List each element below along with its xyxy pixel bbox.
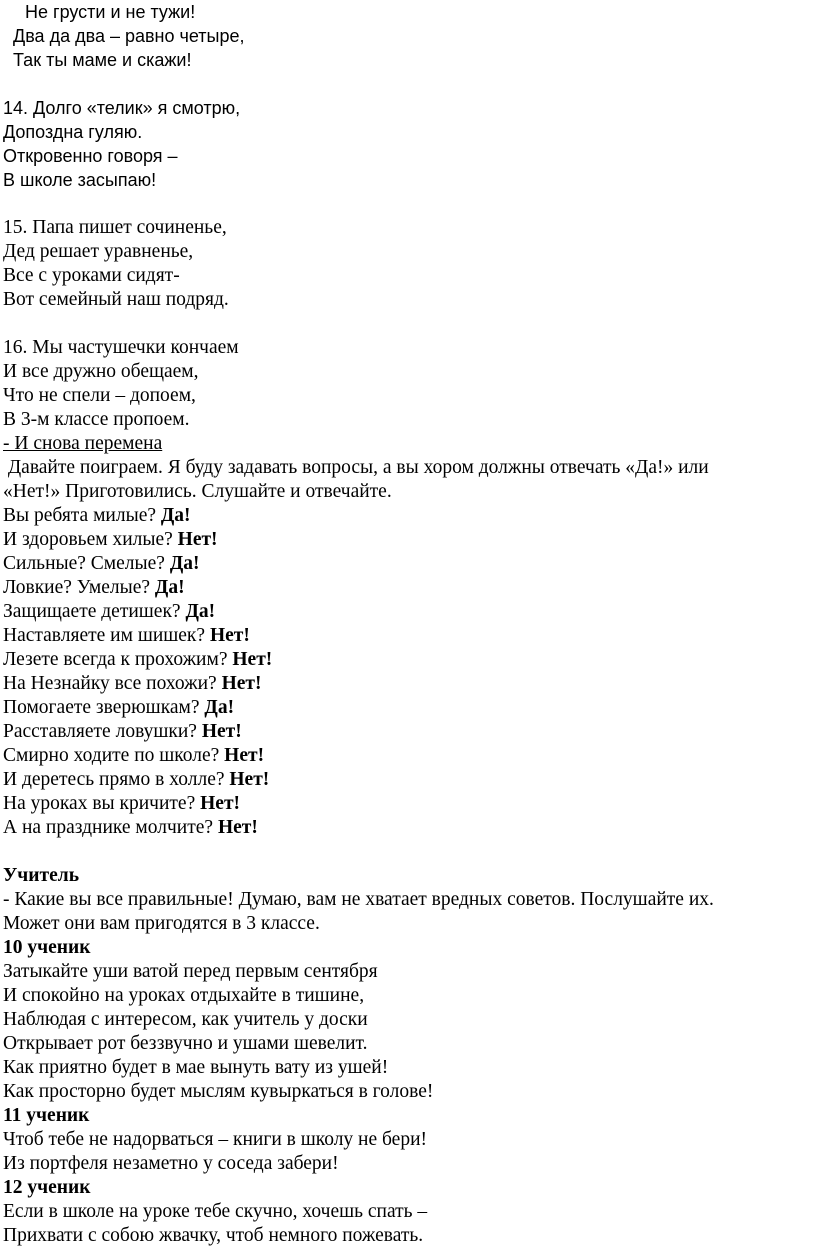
break-heading: - И снова перемена xyxy=(3,433,163,454)
student-11-line: Из портфеля незаметно у соседа забери! xyxy=(3,1153,339,1174)
question: Наставляете им шишек? xyxy=(3,625,210,646)
text-line: Два да два – равно четыре, xyxy=(13,26,245,46)
question: Лезете всегда к прохожим? xyxy=(3,649,233,670)
text-line: Откровенно говоря – xyxy=(3,146,178,166)
student-11-label: 11 ученик xyxy=(3,1105,90,1126)
answer: Нет! xyxy=(200,793,241,814)
student-12-label: 12 ученик xyxy=(3,1177,91,1198)
qa-line xyxy=(3,504,813,528)
text-line: 16. Мы частушечки кончаем xyxy=(3,337,239,358)
answer: Нет! xyxy=(224,745,265,766)
student-10-line: Наблюдая с интересом, как учитель у доски xyxy=(3,1009,368,1030)
text-line: В 3-м классе пропоем. xyxy=(3,409,190,430)
answer: Нет! xyxy=(221,673,262,694)
student-10-label: 10 ученик xyxy=(3,937,91,958)
text-line: 14. Долго «телик» я смотрю, xyxy=(3,98,241,118)
stanza-15 xyxy=(3,216,813,312)
qa-line xyxy=(3,744,813,768)
answer: Нет! xyxy=(209,625,250,646)
student-11-line: Чтоб тебе не надорваться – книги в школу не бери! xyxy=(3,1129,428,1150)
question: И деретесь прямо в холле? xyxy=(3,769,230,790)
question: Помогаете зверюшкам? xyxy=(3,697,205,718)
answer: Нет! xyxy=(201,721,242,742)
student-10-line: Как приятно будет в мае вынуть вату из ушей! xyxy=(3,1057,389,1078)
text-line: Не грусти и не тужи! xyxy=(25,2,196,22)
student-12-line: Прихвати с собою жвачку, чтоб немного пожевать. xyxy=(3,1225,424,1246)
student-10-line: Как просторно будет мыслям кувыркаться в голове! xyxy=(3,1081,434,1102)
question: Расставляете ловушки? xyxy=(3,721,202,742)
question: Вы ребята милые? xyxy=(3,505,161,526)
answer: Да! xyxy=(169,553,200,574)
answer: Да! xyxy=(160,505,191,526)
document-page xyxy=(3,0,813,1248)
game-intro-line: Давайте поиграем. Я буду задавать вопросы, а вы хором должны отвечать «Да!» или xyxy=(3,457,709,478)
answer: Да! xyxy=(154,577,185,598)
student-10-line: Открывает рот беззвучно и ушами шевелит. xyxy=(3,1033,368,1054)
qa-line xyxy=(3,720,813,744)
question: На Незнайку все похожи? xyxy=(3,673,222,694)
qa-line xyxy=(3,624,813,648)
question: Смирно ходите по школе? xyxy=(3,745,225,766)
qa-line xyxy=(3,552,813,576)
text-line: Вот семейный наш подряд. xyxy=(3,289,229,310)
teacher-label: Учитель xyxy=(3,865,80,886)
qa-line xyxy=(3,576,813,600)
text-line: Так ты маме и скажи! xyxy=(13,50,192,70)
qa-line xyxy=(3,768,813,792)
qa-line xyxy=(3,648,813,672)
answer: Нет! xyxy=(217,817,258,838)
teacher-text-line: Может они вам пригодятся в 3 классе. xyxy=(3,913,320,934)
qa-list xyxy=(3,504,813,840)
question: Сильные? Смелые? xyxy=(3,553,170,574)
text-line: Все с уроками сидят- xyxy=(3,265,180,286)
question: Защищаете детишек? xyxy=(3,601,186,622)
text-line: Дед решает уравненье, xyxy=(3,241,194,262)
qa-line xyxy=(3,792,813,816)
answer: Нет! xyxy=(229,769,270,790)
qa-line xyxy=(3,600,813,624)
qa-line xyxy=(3,672,813,696)
text-line: В школе засыпаю! xyxy=(3,170,157,190)
qa-line xyxy=(3,528,813,552)
text-line: И все дружно обещаем, xyxy=(3,361,199,382)
text-line: 15. Папа пишет сочиненье, xyxy=(3,217,227,238)
answer: Да! xyxy=(204,697,235,718)
student-10-line: Затыкайте уши ватой перед первым сентября xyxy=(3,961,378,982)
teacher-text-line: - Какие вы все правильные! Думаю, вам не хватает вредных советов. Послушайте их. xyxy=(3,889,714,910)
text-line: Допоздна гуляю. xyxy=(3,122,143,142)
question: А на празднике молчите? xyxy=(3,817,218,838)
answer: Нет! xyxy=(232,649,273,670)
stanza-top xyxy=(3,0,813,72)
answer: Да! xyxy=(185,601,216,622)
question: Ловкие? Умелые? xyxy=(3,577,155,598)
qa-line xyxy=(3,816,813,840)
game-intro-line: «Нет!» Приготовились. Слушайте и отвечайте. xyxy=(3,481,392,502)
student-12-line: Если в школе на уроке тебе скучно, хочешь спать – xyxy=(3,1201,428,1222)
stanza-14 xyxy=(3,96,813,192)
answer: Нет! xyxy=(177,529,218,550)
qa-line xyxy=(3,696,813,720)
question: И здоровьем хилые? xyxy=(3,529,178,550)
stanza-16 xyxy=(3,336,813,432)
question: На уроках вы кричите? xyxy=(3,793,201,814)
student-10-line: И спокойно на уроках отдыхайте в тишине, xyxy=(3,985,365,1006)
text-line: Что не спели – допоем, xyxy=(3,385,196,406)
